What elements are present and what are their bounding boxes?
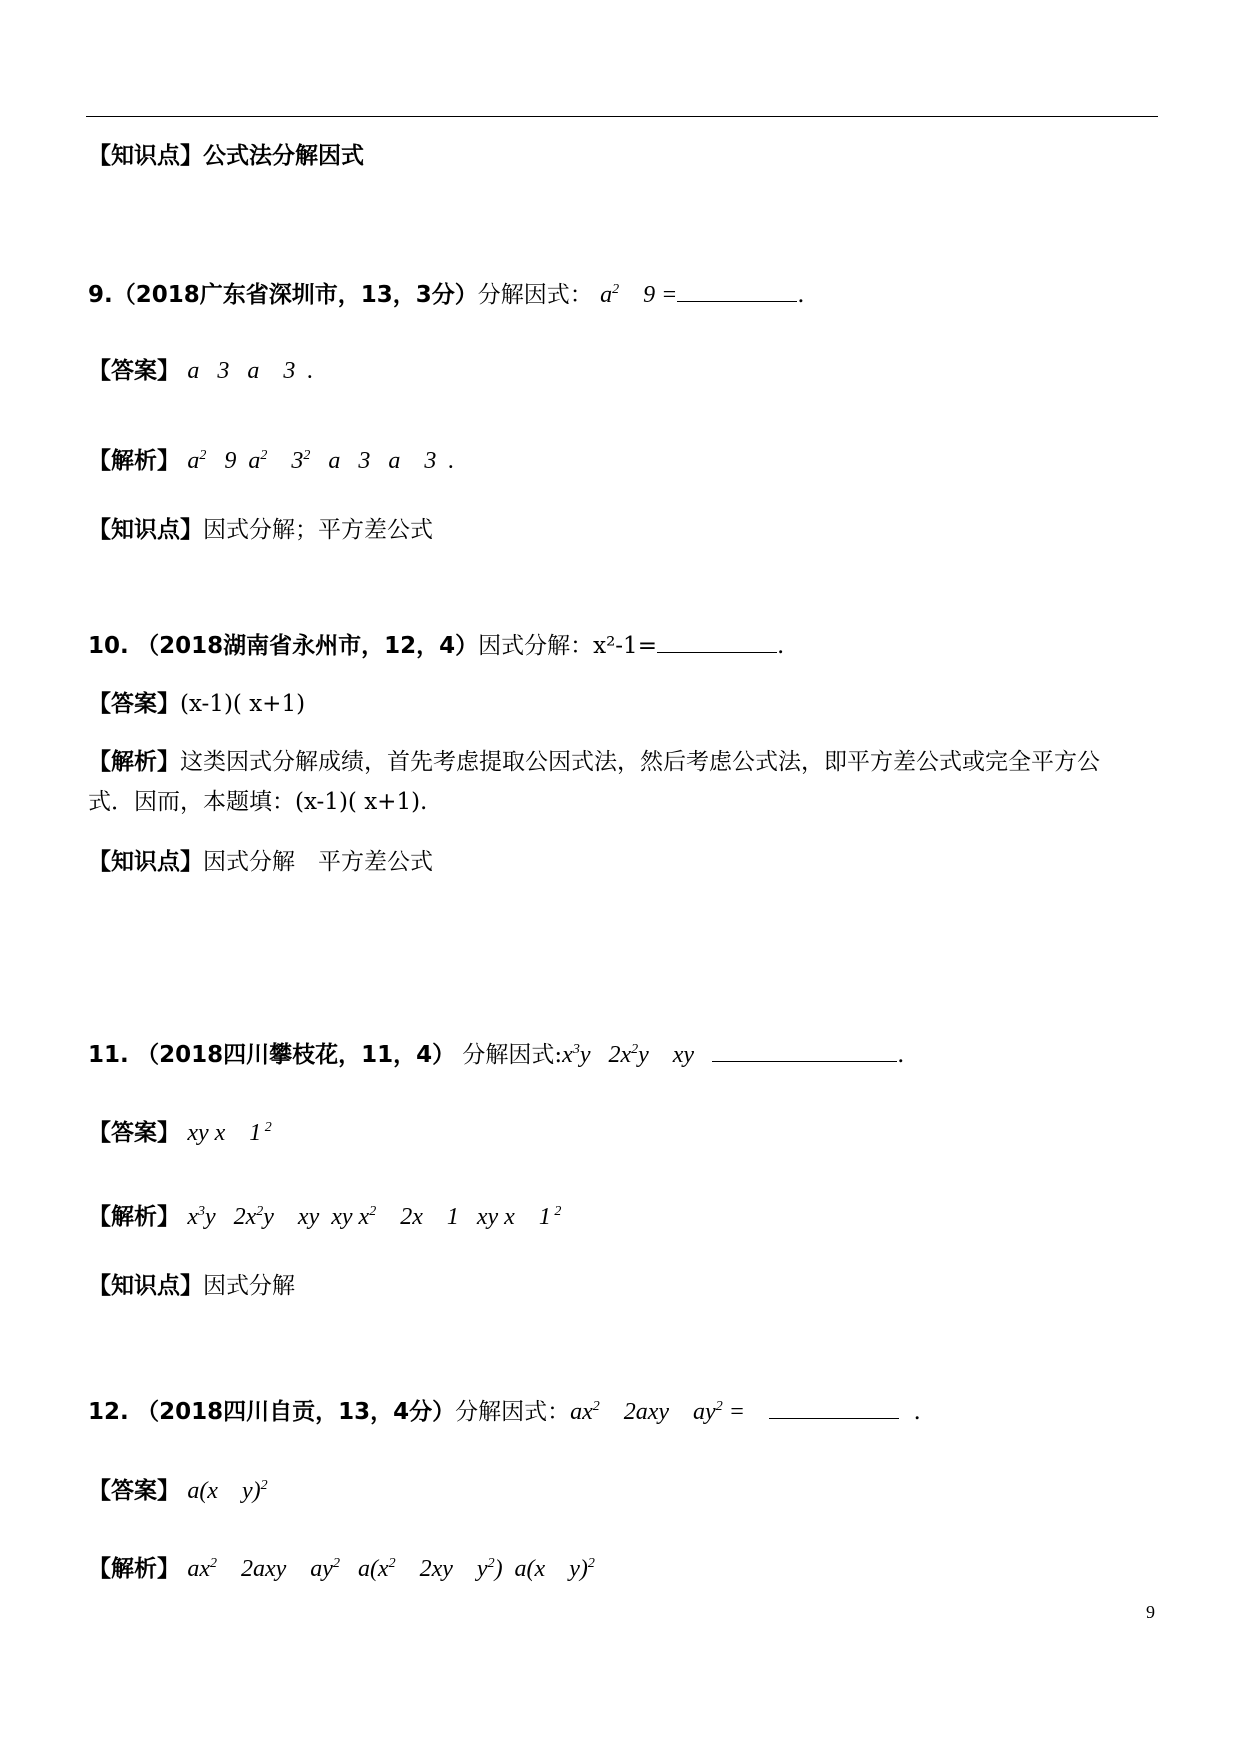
page-number: 9: [1146, 1602, 1155, 1622]
question-source: （2018四川攀枝花，11，4）: [136, 1042, 456, 1068]
answer-tag: 【答案】: [88, 1120, 180, 1146]
knowledge-line-9: [88, 514, 433, 546]
answer-blank: [657, 630, 777, 653]
header-rule: [86, 116, 1158, 117]
question-source: （2018湖南省永州市，12，4）: [136, 633, 479, 659]
question-prompt: 因式分解：x²-1=: [478, 633, 657, 659]
question-end: .: [776, 633, 785, 659]
knowledge-text: 因式分解 平方差公式: [203, 849, 433, 875]
question-end: .: [797, 282, 805, 308]
knowledge-tag: 【知识点】: [88, 517, 203, 543]
analysis-line-11: [88, 1196, 561, 1233]
question-expression: $x^3y$ $2x^2y$ xy: [562, 1042, 713, 1068]
question-source: （2018四川自贡，13，4分）: [136, 1399, 456, 1425]
question-prompt: 分解因式:: [462, 1042, 563, 1068]
analysis-text-line1: 这类因式分解成绩，首先考虑提取公因式法，然后考虑公式法，即平方差公式或完全平方公: [180, 749, 1100, 775]
analysis-text: $a^2$ 9 $a^2$ $3^2$ a 3 a 3 .: [187, 448, 455, 474]
question-end: .: [897, 1042, 905, 1068]
answer-blank: [712, 1039, 897, 1062]
knowledge-line-10: [88, 846, 433, 878]
knowledge-text: 因式分解: [203, 1273, 295, 1299]
answer-tag: 【答案】: [88, 691, 180, 717]
answer-text: (x-1)( x+1): [180, 691, 306, 717]
question-number: 11.: [88, 1042, 129, 1068]
question-expression: $ax^2$ 2axy $ay^2$ =: [570, 1399, 769, 1425]
question-prompt: 分解因式：: [455, 1399, 571, 1425]
answer-blank: [769, 1396, 899, 1419]
question-end: .: [913, 1399, 921, 1425]
knowledge-tag: 【知识点】: [88, 143, 203, 169]
knowledge-text: 因式分解；平方差公式: [203, 517, 433, 543]
analysis-text: $x^3y$ $2x^2y$ xy xy $x^2$ 2x 1 xy x 1 $^2$: [187, 1204, 562, 1230]
analysis-block-10: [88, 742, 1160, 822]
question-number: 10.: [88, 633, 129, 659]
question-11: [88, 1034, 904, 1071]
answer-line-12: [88, 1470, 268, 1507]
knowledge-tag: 【知识点】: [88, 849, 203, 875]
answer-text: a 3 a 3 .: [187, 358, 314, 384]
analysis-text-line2: 式．因而，本题填：(x-1)( x+1).: [88, 789, 428, 815]
answer-line-9: [88, 355, 313, 387]
answer-text: a(x y)$^2$: [187, 1478, 268, 1504]
analysis-tag: 【解析】: [88, 448, 180, 474]
knowledge-line-11: [88, 1270, 295, 1302]
question-number: 12.: [88, 1399, 129, 1425]
answer-tag: 【答案】: [88, 1478, 180, 1504]
analysis-tag: 【解析】: [88, 1204, 180, 1230]
question-number: 9.: [88, 282, 113, 308]
analysis-tag: 【解析】: [88, 749, 180, 775]
knowledge-text: 公式法分解因式: [203, 143, 364, 169]
answer-line-10: [88, 688, 305, 720]
question-source: （2018广东省深圳市，13，3分）: [112, 282, 478, 308]
analysis-text: $ax^2$ 2axy $ay^2$ $a(x^2$ 2xy $y^2$) a(x y)$^2$: [187, 1556, 595, 1582]
answer-line-11: [88, 1112, 272, 1149]
analysis-line-12: [88, 1548, 595, 1585]
analysis-line-9: [88, 440, 454, 477]
analysis-tag: 【解析】: [88, 1556, 180, 1582]
answer-text: xy x 1 $^2$: [187, 1120, 272, 1146]
question-9: [88, 274, 805, 311]
answer-blank: [677, 279, 797, 302]
header-knowledge-line: [88, 140, 364, 172]
knowledge-tag: 【知识点】: [88, 1273, 203, 1299]
question-expression: $a^2$ 9 =: [600, 282, 678, 308]
question-12: [88, 1391, 921, 1428]
answer-tag: 【答案】: [88, 358, 180, 384]
question-prompt: 分解因式：: [477, 282, 593, 308]
question-10: [88, 630, 784, 662]
